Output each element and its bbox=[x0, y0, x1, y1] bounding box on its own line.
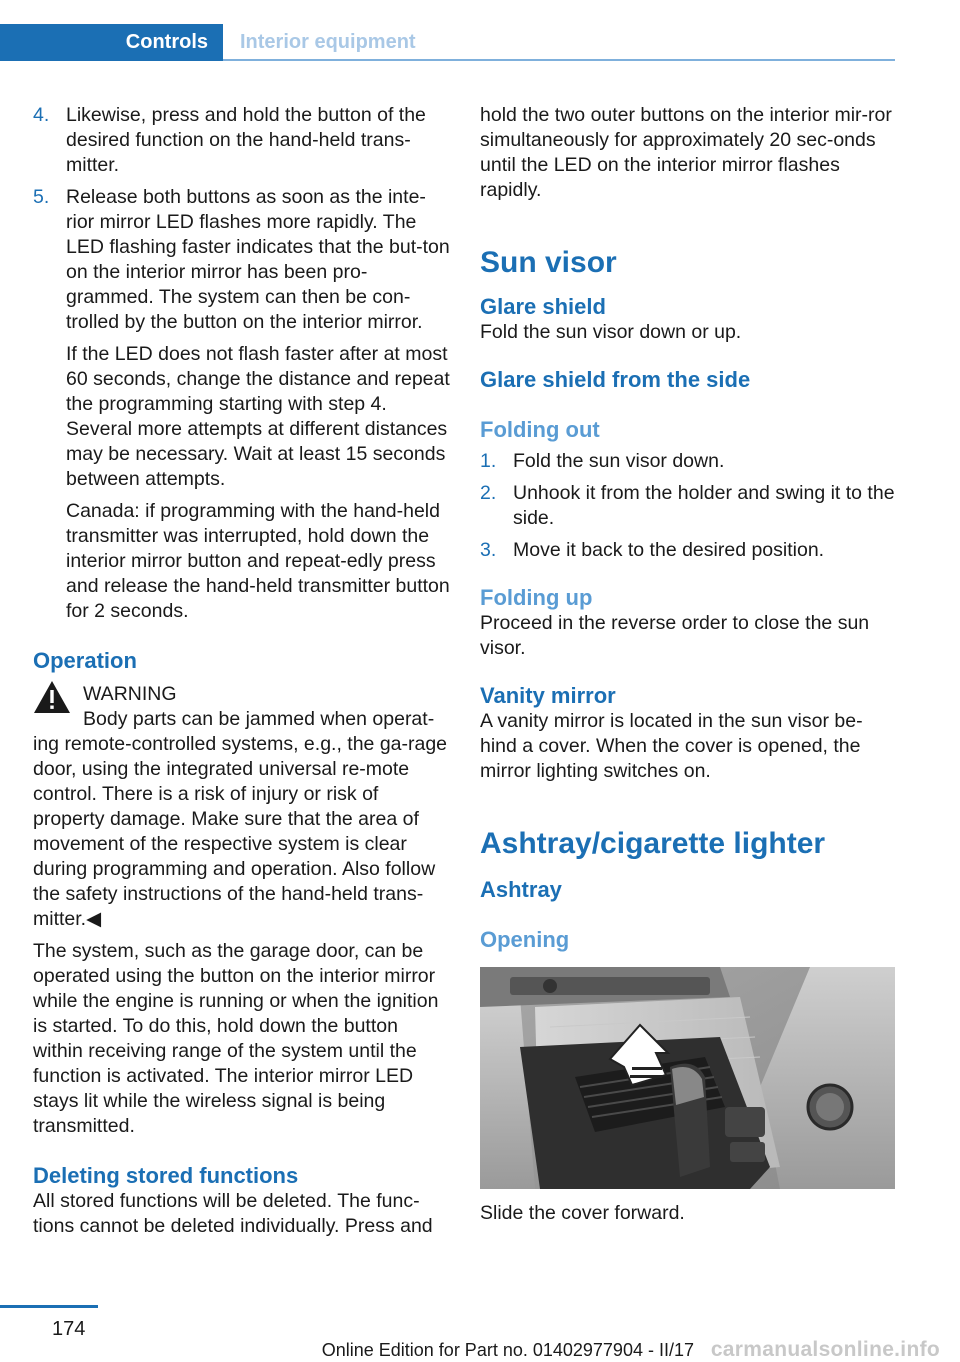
fold-step bbox=[480, 538, 898, 563]
section-tab-interior-equipment: Interior equipment bbox=[240, 31, 416, 53]
step-5-note-canada: Canada: if programming with the hand-held transmitter was interrupted, hold down the interior mirror button and repeat-edly press and release the hand-held transmitter button for 2 seconds. bbox=[66, 500, 450, 622]
ashtray-heading: Ashtray bbox=[480, 877, 562, 902]
step-number: 2. bbox=[480, 482, 497, 504]
watermark: carmanualsonline.info bbox=[710, 1338, 940, 1361]
fold-step bbox=[480, 481, 898, 531]
opening-heading: Opening bbox=[480, 927, 570, 952]
left-column bbox=[33, 103, 453, 1246]
step-number: 5. bbox=[33, 186, 50, 208]
page-header bbox=[0, 24, 895, 61]
warning-label: WARNING bbox=[83, 683, 177, 705]
ashtray-cover-photo bbox=[480, 967, 895, 1189]
page-number: 174 bbox=[52, 1318, 86, 1340]
step-number: 4. bbox=[33, 104, 50, 126]
warning-block bbox=[33, 682, 453, 707]
step-number: 3. bbox=[480, 539, 497, 561]
deleting-heading: Deleting stored functions bbox=[33, 1163, 299, 1188]
fold-step bbox=[480, 449, 898, 474]
right-column bbox=[480, 103, 898, 1233]
section-tab-controls bbox=[0, 24, 223, 61]
vanity-mirror-text: A vanity mirror is located in the sun visor be-hind a cover. When the cover is opened, the mirror lighting switches on. bbox=[480, 710, 863, 782]
step-text: Release both buttons as soon as the inte-rior mirror LED flashes more rapidly. The LED flashing faster indicates that the but-ton on the interior mirror has been pro-grammed. The system can then be con-trolled by the button on the interior mirror. bbox=[66, 186, 450, 333]
warning-text: Body parts can be jammed when operat-ing remote-controlled systems, e.g., the ga-rage door, using the integrated universal re-mote control. There is a risk of injury or risk of property damage. Make sure that the area of movement of the respective system is clear during programming and operation. Also follow the safety instructions of the hand-held trans-mitter.◀ bbox=[33, 708, 448, 930]
vanity-mirror-heading: Vanity mirror bbox=[480, 683, 616, 708]
ashtray-lighter-heading: Ashtray/cigarette lighter bbox=[480, 827, 826, 860]
edition-note: Online Edition for Part no. 01402977904 - II/17 bbox=[321, 1340, 694, 1360]
sun-visor-heading: Sun visor bbox=[480, 246, 617, 279]
photo-caption: Slide the cover forward. bbox=[480, 1202, 685, 1224]
glare-shield-text: Fold the sun visor down or up. bbox=[480, 321, 742, 343]
glare-shield-heading: Glare shield bbox=[480, 294, 606, 319]
step-number: 1. bbox=[480, 450, 497, 472]
step-4 bbox=[33, 103, 453, 178]
footer-rule bbox=[0, 1305, 98, 1308]
step-text: Move it back to the desired position. bbox=[513, 539, 825, 561]
step-5-note-timeout: If the LED does not flash faster after at most 60 seconds, change the distance and repeat the programming starting with step 4. Several more attempts at different distances may be necessary. Wait at least 15 seconds between attempts. bbox=[66, 343, 450, 490]
glare-side-heading: Glare shield from the side bbox=[480, 367, 751, 392]
step-text: Unhook it from the holder and swing it to the side. bbox=[513, 482, 895, 529]
folding-out-heading: Folding out bbox=[480, 417, 600, 442]
warning-triangle-icon bbox=[33, 680, 71, 714]
step-text: Fold the sun visor down. bbox=[513, 450, 725, 472]
operation-text: The system, such as the garage door, can be operated using the button on the interior mirror while the engine is running or when the ignition is started. To do this, hold down the button within receiving range of the system until the function is activated. The interior mirror LED stays lit while the wireless signal is being transmitted. bbox=[33, 940, 439, 1137]
step-5 bbox=[33, 185, 453, 335]
deleting-text: All stored functions will be deleted. The func-tions cannot be deleted individually. Press and bbox=[33, 1190, 433, 1237]
header-rule bbox=[223, 59, 895, 61]
folding-up-heading: Folding up bbox=[480, 585, 593, 610]
operation-heading: Operation bbox=[33, 648, 137, 673]
continued-text: hold the two outer buttons on the interior mir-ror simultaneously for approximately 20 sec-onds until the LED on the interior mirror flashes rapidly. bbox=[480, 104, 892, 201]
folding-up-text: Proceed in the reverse order to close the sun visor. bbox=[480, 612, 870, 659]
section-tab-controls-label: Controls bbox=[125, 31, 208, 53]
step-text: Likewise, press and hold the button of the desired function on the hand-held trans-mitter. bbox=[66, 104, 426, 176]
